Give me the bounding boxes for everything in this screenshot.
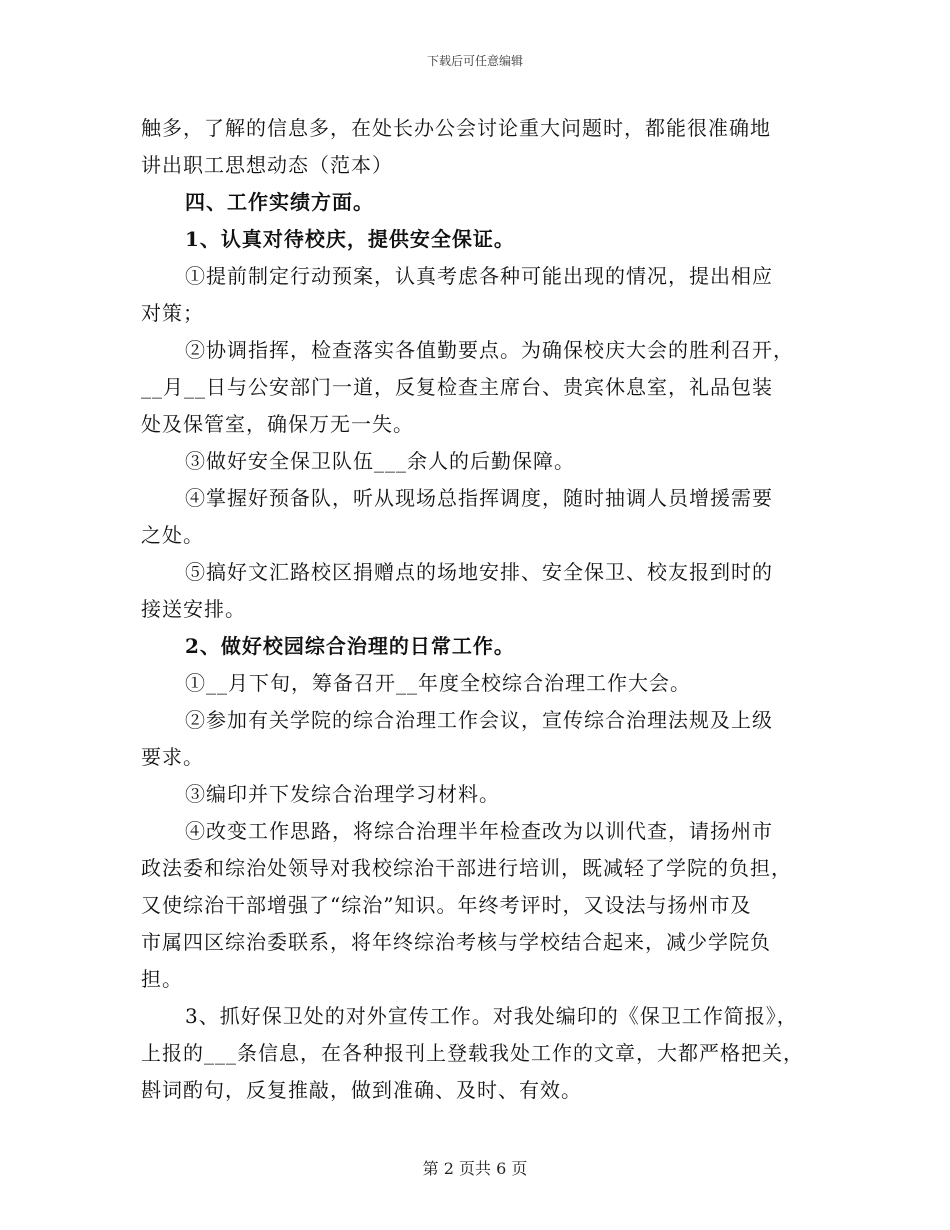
body-line: 要求。 [141,745,204,769]
body-line: ④改变工作思路，将综合治理半年检查改为以训代查，请扬州市 [185,819,773,843]
body-line: ③做好安全保卫队伍___余人的后勤保障。 [185,449,575,473]
body-line: 上报的___条信息，在各种报刊上登载我处工作的文章，大都严格把关， [141,1041,804,1065]
body-line: 处及保管室，确保万无一失。 [141,412,414,436]
body-line: 斟词酌句，反复推敲，做到准确、及时、有效。 [141,1078,582,1102]
body-line: __月__日与公安部门一道，反复检查主席台、贵宾休息室，礼品包装 [141,375,773,399]
body-line: 触多，了解的信息多，在处长办公会讨论重大问题时，都能很准确地 [141,116,771,140]
body-line: ④掌握好预备队，听从现场总指挥调度，随时抽调人员增援需要 [185,486,773,510]
body-line: ②协调指挥，检查落实各值勤要点。为确保校庆大会的胜利召开， [185,338,794,362]
body-line: 担。 [141,967,183,991]
document-body [141,110,811,1109]
body-line: ①提前制定行动预案，认真考虑各种可能出现的情况，提出相应 [185,264,773,288]
body-line: 政法委和综治处领导对我校综治干部进行培训，既减轻了学院的负担， [141,856,792,880]
subsection-heading: 1、认真对待校庆，提供安全保证。 [185,227,515,251]
body-line: 又使综治干部增强了“综治”知识。年终考评时，又设法与扬州市及 [141,893,752,917]
body-line: ②参加有关学院的综合治理工作会议，宣传综合治理法规及上级 [185,708,773,732]
body-line: ①__月下旬，筹备召开__年度全校综合治理工作大会。 [185,671,691,695]
subsection-heading: 2、做好校园综合治理的日常工作。 [185,634,515,658]
section-heading: 四、工作实绩方面。 [185,190,374,214]
body-line: ⑤搞好文汇路校区捐赠点的场地安排、安全保卫、校友报到时的 [185,560,773,584]
body-line: 之处。 [141,523,204,547]
page-header: 下载后可任意编辑 [426,54,523,68]
body-line: 接送安排。 [141,597,246,621]
body-line: 对策； [141,301,204,325]
body-line: 3、抓好保卫处的对外宣传工作。对我处编印的《保卫工作简报》， [185,1004,798,1028]
body-line: ③编印并下发综合治理学习材料。 [185,782,500,806]
body-line: 讲出职工思想动态（范本） [141,153,393,177]
body-line: 市属四区综治委联系，将年终综治考核与学校结合起来，减少学院负 [141,930,771,954]
page-footer: 第 2 页共 6 页 [422,1159,528,1178]
